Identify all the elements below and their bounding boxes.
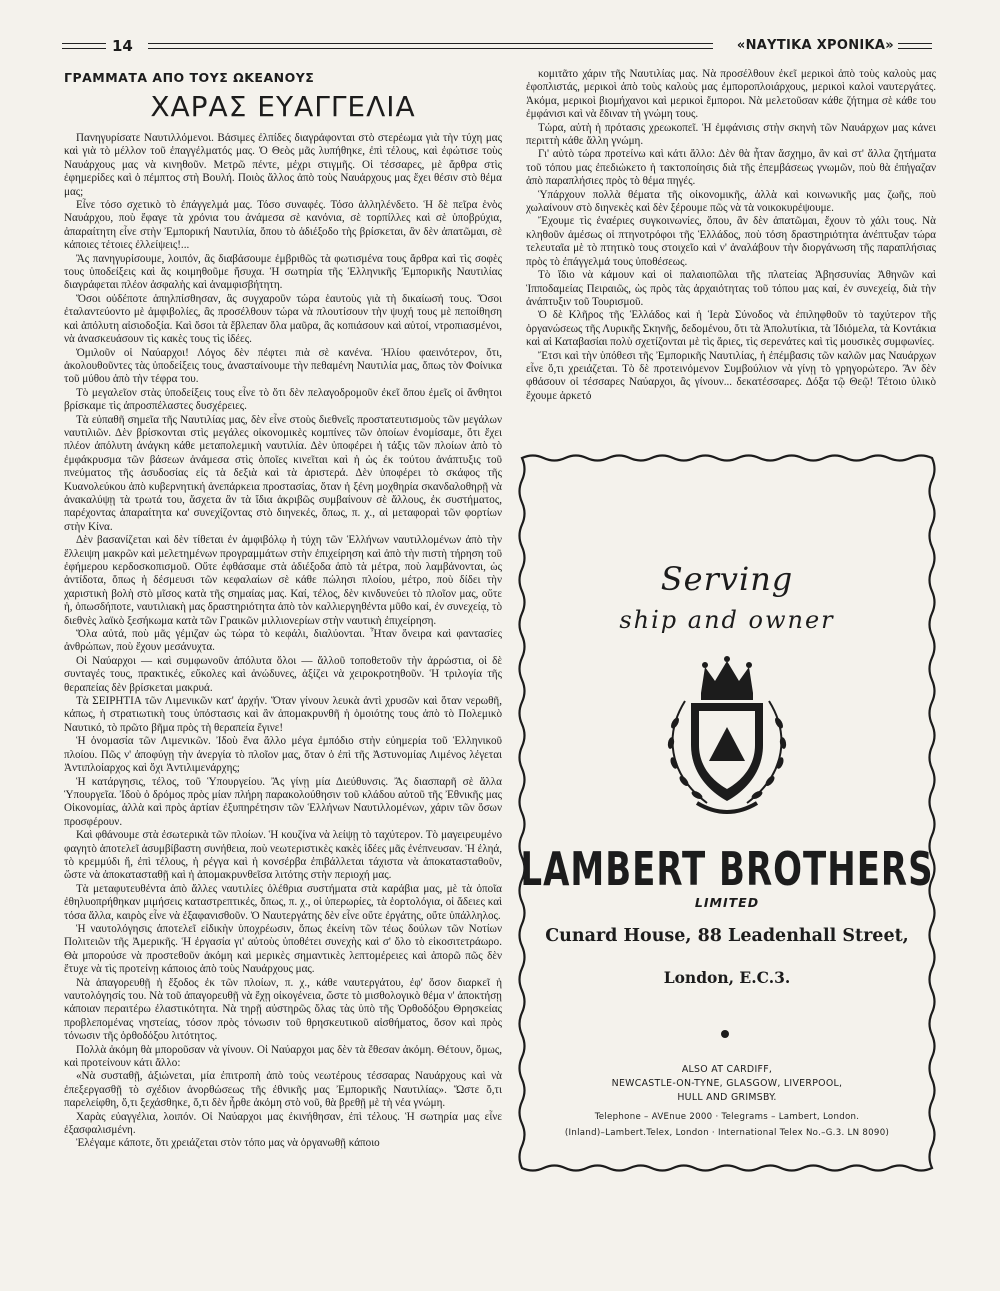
article-paragraph: Ὅλα αὐτά, ποὺ μᾶς γέμιζαν ὡς τώρα τὸ κεφάλι, διαλύονται. Ἦταν ὄνειρα καὶ φαντασίες ἀνθρώπων, ποὺ ἔχουν μεσάνυχτα.: [64, 628, 502, 654]
ad-tagline-serving: Serving: [660, 560, 794, 598]
ad-also-at: ALSO AT CARDIFF,: [681, 1064, 773, 1075]
article-paragraph: Πανηγυρίσατε Ναυτιλλόμενοι. Βάσιμες ἐλπίδες διαγράφονται στὸ στερέωμα γιὰ τὴν τύχη μας καὶ γιὰ τὸ μέλλον τοῦ ἐπαγγέλματός μας. Ὁ Θεὸς μᾶς λυπήθηκε, ἐπὶ τέλους, καὶ ἐφώτισε τοὺς Ναυάρχους μας νὰ κινηθοῦν. Μετρῶ πέντε, μέχρι στιγμῆς. Οἱ τέσσαρες, μὲ ἄρθρα στὶς ἐφημερίδες καὶ ὁ πέμπτος στὴ Βουλή. Ποιὸς ἄλλος ἀπὸ τοὺς Ναυάρχους μας ἔχει θέσιν στὸ θέμα μας;: [64, 132, 502, 198]
article-paragraph: Ἐλέγαμε κάποτε, ὅτι χρειάζεται στὸν τόπο μας νὰ ὀργανωθῇ κάποιο: [76, 1137, 380, 1150]
article-paragraph: Ἡ ὀνομασία τῶν Λιμενικῶν. Ἰδοὺ ἕνα ἄλλο μέγα ἐμπόδιο στὴν εὐημερία τοῦ Ἑλληνικοῦ πλοίου. Πῶς ν' ἀποφύγῃ τὴν ἀνεργία τὸ πλοῖον μας, ὅταν ὁ ἐπὶ τῆς Ἀστυνομίας Λιμένος λέγεται Ἀντιπλοίαρχος καὶ ὄχι Ἀντιλιμενάρχης;: [64, 735, 502, 775]
ad-telephone-line: Telephone – AVEnue 2000 · Telegrams – Lambert, London.: [594, 1112, 860, 1122]
ad-limited-label: LIMITED: [694, 895, 760, 910]
article-paragraph: Ὑπάρχουν πολλὰ θέματα τῆς οἰκονομικῆς, ἀλλὰ καὶ κοινωνικῆς μας ζωῆς, ποὺ χωλαίνουν στὸ διηνεκὲς καὶ δὲν ξέρουμε πῶς νὰ τὰ νοικοκυρέψουμε.: [526, 188, 936, 215]
article-paragraph: Ἔτσι καὶ τὴν ὑπόθεσι τῆς Ἐμπορικῆς Ναυτιλίας, ἡ ἐπέμβασις τῶν καλῶν μας Ναυάρχων εἶνε ὅ,τι χρειάζεται. Τὸ δὲ προτεινόμενον Συμβούλιον νὰ γίνῃ τὸ γρηγορώτερο. Ἂν δὲν φθάσουν οἱ τέσσαρες Ναύαρχοι, ἂς γίνουν... δεκατέσσαρες. Δόξα τῷ Θεῷ! Τέτοιο ὑλικὸ ἔχουμε ἀρκετό: [526, 349, 936, 402]
article-paragraph: Τώρα, αὐτὴ ἡ πρότασις χρεωκοπεῖ. Ἡ ἐμφάνισις στὴν σκηνὴ τῶν Ναυάρχων μας κάνει περιττὴ κάθε ἄλλη γνώμη.: [526, 121, 936, 148]
article-paragraph: Πολλὰ ἀκόμη θὰ μποροῦσαν νὰ γίνουν. Οἱ Ναύαρχοι μας δὲν τὰ ἔθεσαν ἀκόμη. Θέτουν, ὅμως, καὶ προτείνουν κάτι ἄλλο:: [64, 1043, 502, 1070]
article-paragraph: Ὁμιλοῦν οἱ Ναύαρχοι! Λόγος δὲν πέφτει πιὰ σὲ κανένα. Ἡλίου φαεινότερον, ὅτι, ἀκολουθοῦντες τὰς ὑποδείξεις τους, ἀνασταίνουμε τὴν πεθαμένη Ναυτιλία μας, ὅπως τὸν Φοίνικα τοῦ μύθου ἀπὸ τὴν τέφρα του.: [64, 346, 502, 386]
article-paragraph: Ἡ κατάργησις, τέλος, τοῦ Ὑπουργείου. Ἂς γίνῃ μία Διεύθυνσις. Ἂς διασπαρῆ σὲ ἄλλα Ὑπουργεῖα. Ἰδοὺ ὁ δρόμος πρὸς μίαν πλήρη παρακολούθησιν τοῦ κλάδου αὐτοῦ τῆς Ἐθνικῆς μας Οἰκονομίας, ἀλλὰ καὶ πρὸς ἀρτίαν ἐξυπηρέτησιν τῶν Ἑλλήνων Ναυτιλλομένων, χάριν τῶν ὅσων προσφέρουν.: [64, 775, 502, 828]
ad-telex-line: (Inland)–Lambert.Telex, London · International Telex No.–G.3. LN 8090): [564, 1128, 890, 1138]
ad-bullet-dot-icon: [721, 1030, 729, 1038]
header-rule-left: [62, 43, 106, 49]
article-paragraph: Καὶ φθάνουμε στὰ ἐσωτερικὰ τῶν πλοίων. Ἡ κουζίνα νὰ λείψῃ τὸ ταχύτερον. Τὸ μαγειρευμένο φαγητὸ ἀποτελεῖ ἀσυμβίβαστη συνήθεια, ποὺ νεωτεριστικὲς κακὲς ἰδέες μᾶς ἐνέπνευσαν. Ἡ ἐληά, τὸ κρεμμύδι ἤ, ἐπὶ τέλους, ἡ ρέγγα καὶ ἡ κονσέρβα ἐπιβάλλεται τάχιστα νὰ ἀποκατασταθοῦν, ὥστε νὰ ἀποκατασταθῇ καὶ ἡ ἀπομακρυνθεῖσα λιτότης στὴν περιοχή μας.: [64, 829, 502, 882]
article-paragraph: Τὸ μεγαλεῖον στὰς ὑποδείξεις τους εἶνε τὸ ὅτι δὲν πελαγοδρομοῦν ἐκεῖ ὅπου ἐμεῖς οἱ ἄνθητοι βρίσκαμε τὶς ἀπροσπέλαστες δυσχέρειες.: [64, 386, 502, 413]
article-paragraph: Νὰ ἀπαγορευθῇ ἡ ἔξοδος ἐκ τῶν πλοίων, π. χ., κάθε ναυτεργάτου, ἐφ' ὅσον διαρκεῖ ἡ ναυτολόγησίς του. Νὰ τοῦ ἀπαγορευθῇ νὰ ἔχῃ οἰκογένεια, ὥστε τὸ μισθολογικὸ θέμα ν' ἀποκτήσῃ κάποιαν περαιτέρω ἐλαστικότητα. Νὰ τηρῇ αὐστηρῶς ὅλας τὰς ὑπὸ τῆς Ὀρθοδόξου Θρησκείας προβλεπομένας νηστείας, τόσον πρὸς τόνωσιν τοῦ θρησκευτικοῦ αἰσθήματος, ὅσον καὶ πρὸς τόνωσιν τῆς ὀρθοδόξου λιτότητος.: [64, 976, 502, 1043]
article-paragraph: Ἡ ναυτολόγησις ἀποτελεῖ εἰδικὴν ὑποχρέωσιν, ὅπως ἐκείνη τῶν τέως δούλων τῶν Νοτίων Πολιτειῶν τῆς Ἀμερικῆς. Ἡ ἐργασία γι' αὐτοὺς ὑποθέτει συνεχὴς καὶ σ' ὅλο τὸ εἰκοσιτετράωρο. Θὰ μπορούσε νὰ προστεθοῦν ἀκόμη καὶ μερικὲς σημαντικὲς λεπτομέρειες καὶ ἀπορῶ πῶς δὲν ἔτυχε νὰ τὶς προτείνῃ κάποιος ἀπὸ τοὺς Ναυάρχους μας.: [64, 922, 502, 976]
article-paragraph: Ὅσοι οὐδέποτε ἀπηλπίσθησαν, ἂς συγχαροῦν τώρα ἑαυτοὺς γιὰ τὴ δικαίωσή τους. Ὅσοι ἐταλαντεύοντο μὲ ἀμφιβολίες, ἂς προσέλθουν τώρα νὰ πλουτίσουν τὴν ψυχή τους μὲ πεποίθηση καὶ ἀπόλυτη αἰσιοδοξία. Καὶ ὅσοι τὰ ἔβλεπαν ὅλα μαῦρα, ἂς κοπιάσουν καὶ αὐτοί, ντροπιασμένοι, νὰ ἀνασκευάσουν τὶς κακὲς τους τὶς ἰδέες.: [64, 292, 502, 346]
article-paragraph: Ἔχουμε τὶς ἐναέριες συγκοινωνίες, ὅπου, ἂν δὲν ἀπατῶμαι, ἔχουν τὸ χάλι τους. Νὰ κληθοῦν ἀμέσως οἱ πτηνοτρόφοι τῆς Ἑλλάδος, ποὺ τόση δραστηριότητα ἀνέπτυξαν τώρα τελευταῖα μὲ τὸ πτητικὸ τους στοιχεῖο καὶ ν' ἀναλάβουν τὴν διοργάνωση τῆς παραπλήσιας πρὸς τὸ ἐπάγγελμά τους ὑποθέσεως.: [526, 215, 936, 268]
article-paragraph: Ἂς πανηγυρίσουμε, λοιπόν, ἂς διαβάσουμε ἐμβριθῶς τὰ φωτισμένα τους ἄρθρα καὶ τὶς σοφὲς τους ὑποδείξεις καὶ ἂς κοιμηθοῦμε ἥσυχα. Ἡ σωτηρία τῆς Ἑλληνικῆς Ἐμπορικῆς Ναυτιλίας διαγράφεται πλέον ἀσφαλὴς καὶ ἀναμφισβήτητη.: [64, 252, 502, 292]
article-left-column: [64, 70, 502, 1265]
left-paragraphs: [64, 132, 502, 1151]
article-paragraph: «Νὰ συσταθῇ, ἀξιώνεται, μία ἐπιτροπὴ ἀπὸ τοὺς νεωτέρους τέσσαρας Ναυάρχους καὶ νὰ ἐπεξεργασθῇ τὸ σχέδιον ἀνορθώσεως τῆς ἐθνικῆς μας Ἐμπορικῆς Ναυτιλίας». Ὥστε ὅ,τι παρελείφθη, ὅ,τι ξεχάσθηκε, ὅ,τι δὲν ἦρθε ἀκόμη στὸ νοῦ, θὰ βρεθῇ μὲ τὴ νέα γνώμη.: [64, 1070, 502, 1110]
header-rule-middle: [148, 43, 713, 49]
article-paragraph: Χαρὰς εὐαγγέλια, λοιπόν. Οἱ Ναύαρχοι μας ἐκινήθησαν, ἐπὶ τέλους. Ἡ σωτηρία μας εἶνε ἐξασφαλισμένη.: [64, 1110, 502, 1137]
article-paragraph: Εἶνε τόσο σχετικὸ τὸ ἐπάγγελμά μας. Τόσο συναφές. Τόσο ἀλληλένδετο. Ἡ δὲ πεῖρα ἑνὸς Ναυάρχου, ποὺ ἔφαγε τὰ χρόνια του ἀνάμεσα σὲ κανόνια, σὲ τορπίλλες καὶ σὲ ὑποβρύχια, ἀπαραίτητη εἶνε στὴν Ἐμπορική Ναυτιλία, ὅπου τὸ ἀδιέξοδο τὴς βρίσκεται, ἂν δὲν ἀπατῶμαι, σὲ κάποιες τέτοιες ἐλλείψεις!...: [64, 199, 502, 252]
article-paragraph: Δὲν βασανίζεται καὶ δὲν τίθεται ἐν ἀμφιβόλῳ ἡ τύχη τῶν Ἑλλήνων ναυτιλλομένων ἀπὸ τὴν ἔλλειψη μακρῶν καὶ μελετημένων προγραμμάτων στὴν ἐπιχείρηση καὶ ἀπὸ τὴν πιστὴ τήρηση τοῦ ἐφήμερου κερδοσκοπισμοῦ. Οὔτε ἐφθάσαμε στὰ ἀδιέξοδα ἀπὸ τὰ μέτρα, ποὺ λαμβάνονται, ὡς ἀντίδοτα, ὅπως ἡ δέσμευσι τῶν κεφαλαίων σὲ κάθε πώλησι πλοίου, μέτρο, ποὺ δίδει τὴν χαριστικὴ βολὴ στὸ μῖσος κατὰ τῆς σημαίας μας. Καί, τέλος, δὲν κινδυνεύει τὸ πλοῖον μας, οὔτε ἡ, ὁπωσδήποτε, ναυτιλιακὴ μας δραστηριότητα ἀπὸ τὸν καλλιεργηθέντα μῦθο καί, ἐν συνεχείᾳ, τὸ διεθνὲς λαϊκὸ ξεσήκωμα κατὰ τῶν Γραικῶν μιλλιονερίων στὴν ναυτικὴ ἐπιχείρηση.: [64, 534, 502, 627]
right-paragraphs: [526, 68, 936, 403]
article-paragraph: κομιτᾶτο χάριν τῆς Ναυτιλίας μας. Νὰ προσέλθουν ἐκεῖ μερικοὶ ἀπὸ τοὺς καλοὺς μας ἐφοπλιστάς, μερικοὶ ἀπὸ τοὺς καλοὺς μας ἐμποροπλοιάρχους, μερικοὶ καλοὶ ναυτεργάτες. Ἀκόμα, μερικοὶ βιομήχανοι καὶ μερικοὶ ἔμποροι. Νὰ μελετοῦσαν κάθε ζήτημα σὲ κάθε του ἐμφάνισι καὶ νὰ ἔδιναν τὴ γνώμη τους.: [526, 68, 936, 121]
ad-address-line-1: Cunard House, 88 Leadenhall Street,: [545, 926, 909, 946]
running-header: [62, 36, 932, 56]
article-paragraph: Τὰ μεταφυτευθέντα ἀπὸ ἄλλες ναυτιλίες ὀλέθρια συστήματα στὰ καράβια μας, μὲ τὰ ὁποῖα ἐθηλυοπρήθηκαν μιμήσεις καταστρεπτικές, ὅπως, π. χ., οἱ ὑπερωρίες, τὰ ἑορτολόγια, οἱ ἄδειες καὶ τόσα ἄλλα, καιρὸς εἶνε νὰ ἐξαφανισθοῦν. Ὁ Ναυτεργάτης δὲν εἶνε οὔτε ἐργάτης, οὔτε ὑπάλληλος.: [64, 882, 502, 922]
article-paragraph: Τὸ ἴδιο νὰ κάμουν καὶ οἱ παλαιοπῶλαι τῆς πλατείας Ἀβησσυνίας Ἀθηνῶν καὶ Ἱπποδαμείας Πειραιῶς, ὡς πρὸς τὰς ἀρχαιότητας τοῦ τόπου μας καί, ἐν συνεχείᾳ, διὰ τὴν ἀνάπτυξιν τοῦ Τουρισμοῦ.: [526, 269, 936, 308]
ad-branch-cities-2: HULL AND GRIMSBY.: [677, 1092, 777, 1103]
article-paragraph: Οἱ Ναύαρχοι — καὶ συμφωνοῦν ἀπόλυτα ὅλοι — ἄλλοῦ τοποθετοῦν τὴν ἀρρώστια, οἱ δὲ συνταγές τους, πρακτικές, εὔκολες καὶ ἀνώδυνες, ἀξίζει νὰ χειροκροτηθοῦν. Ἡ τριλογία τῆς θεραπείας δὲν βρίσκεται μακρυά.: [64, 654, 502, 694]
page-number: 14: [112, 37, 133, 55]
article-paragraph: Γι' αὐτὸ τώρα προτείνω καὶ κάτι ἄλλο: Δὲν θὰ ἦταν ἄσχημο, ἂν καὶ στ' ἄλλα ζητήματα τοῦ τόπου μας ἐπεδιώκετο ἡ τακτοποίησις διὰ τῆς ἐπεμβάσεως γνωμῶν, ποὺ θὰ ἐπήγαζαν ἀπὸ παραπλήσιες πρὸς τὸ θέμα πηγές.: [526, 148, 936, 188]
ad-address-line-2: London, E.C.3.: [663, 968, 791, 987]
ad-tagline-ship-and-owner: ship and owner: [619, 606, 835, 634]
ad-company-name: LAMBERT BROTHERS: [520, 843, 934, 897]
article-paragraph: Ὁ δὲ Κλῆρος τῆς Ἑλλάδος καὶ ἡ Ἱερὰ Σύνοδος νὰ ἐπιληφθοῦν τὸ ταχύτερον τῆς ὀργανώσεως τῆς Λυρικῆς Σκηνῆς, δεδομένου, ὅτι τὰ Ἀπολυτίκια, τὰ Ἰδιόμελα, τὰ Κοντάκια καὶ αἱ Καταβασίαι πολὺ σχετίζονται μὲ τὶς ἄριες, τὶς σερενάτες καὶ τὶς μουσικὲς συμφωνίες.: [526, 309, 936, 349]
article-paragraph: Τὰ ΣΕΙΡΗΤΙΑ τῶν Λιμενικῶν κατ' ἀρχήν. Ὅταν γίνουν λευκὰ ἀντὶ χρυσῶν καὶ ὅταν νερωθῆ, κάπως, ἡ στρατιωτικὴ τους ὑπόστασις καὶ ἂν ἀπομακρυνθῆ ἡ ὁμοιότης τους ἀπὸ τὸ Πολεμικὸ Ναυτικό, τὸ πρῶτο βῆμα πρὸς τὴ θεραπεία ἔγινε!: [64, 695, 502, 734]
crown-shield-emblem-icon: [657, 653, 797, 823]
article-title: ΧΑΡΑΣ ΕΥΑΓΓΕΛΙΑ: [150, 90, 416, 123]
article-paragraph: Τὰ εὐπαθῆ σημεῖα τῆς Ναυτιλίας μας, δὲν εἶνε στοὺς διεθνεῖς προστατευτισμοὺς τῶν μεγάλων ναυτιλιῶν. Δὲν βρίσκονται στὶς μεγάλες οἰκονομικὲς κομπίνες τῶν ὁποίων ἐνομίσαμε, ὅτι ἔχει πλέον ἀπόλυτη ἀνάγκη κάθε μεταπολεμικὴ ναυτιλία. Δὲν ὑποφέρει ἡ τάξις τῶν πλοίων ἀπὸ τὸ ἐμφάκρυσμα τῶν βάσεων ἀνάμεσα στὶς ὁποῖες κινεῖται καὶ ἡ ὡς ἐκ τούτου ἀνάπτυξις τοῦ πνεύματος τῆς ἀσυδοσίας εἰς τὰ δεξιὰ καὶ τὰ ἀριστερά. Δὲν ὑποφέρει τὸ σκάφος τῆς Κυανολεύκου ἀπὸ κυβερνητική ἀνεπάρκεια προστασίας, ὅταν ἡ ξένη μοχθηρία σκανδαλοθηρῇ νὰ ἀνακαλύψῃ τὰ τρωτά του, ἄσχετα ἂν τὰ ἴδια ἀκριβῶς συμβαίνουν σὲ ἄλλους, ἐκ συστήματος, παρέχοντας ἀπαραίτητα κα' συνεχίζοντας στὸ διηνεκές, ὅπως, π. χ., αἱ μεταφοραὶ τῶν φορτίων στὴν Κίνα.: [64, 413, 502, 533]
header-rule-right: [898, 43, 932, 49]
ad-branch-cities-1: NEWCASTLE-ON-TYNE, GLASGOW, LIVERPOOL,: [611, 1078, 843, 1089]
lambert-brothers-advertisement: [512, 448, 942, 1178]
publication-title: «ΝΑΥΤΙΚΑ ΧΡΟΝΙΚΑ»: [736, 38, 894, 53]
section-heading: ΓΡΑΜΜΑΤΑ ΑΠΟ ΤΟΥΣ ΩΚΕΑΝΟΥΣ: [64, 70, 315, 85]
article-right-column: [526, 68, 936, 468]
